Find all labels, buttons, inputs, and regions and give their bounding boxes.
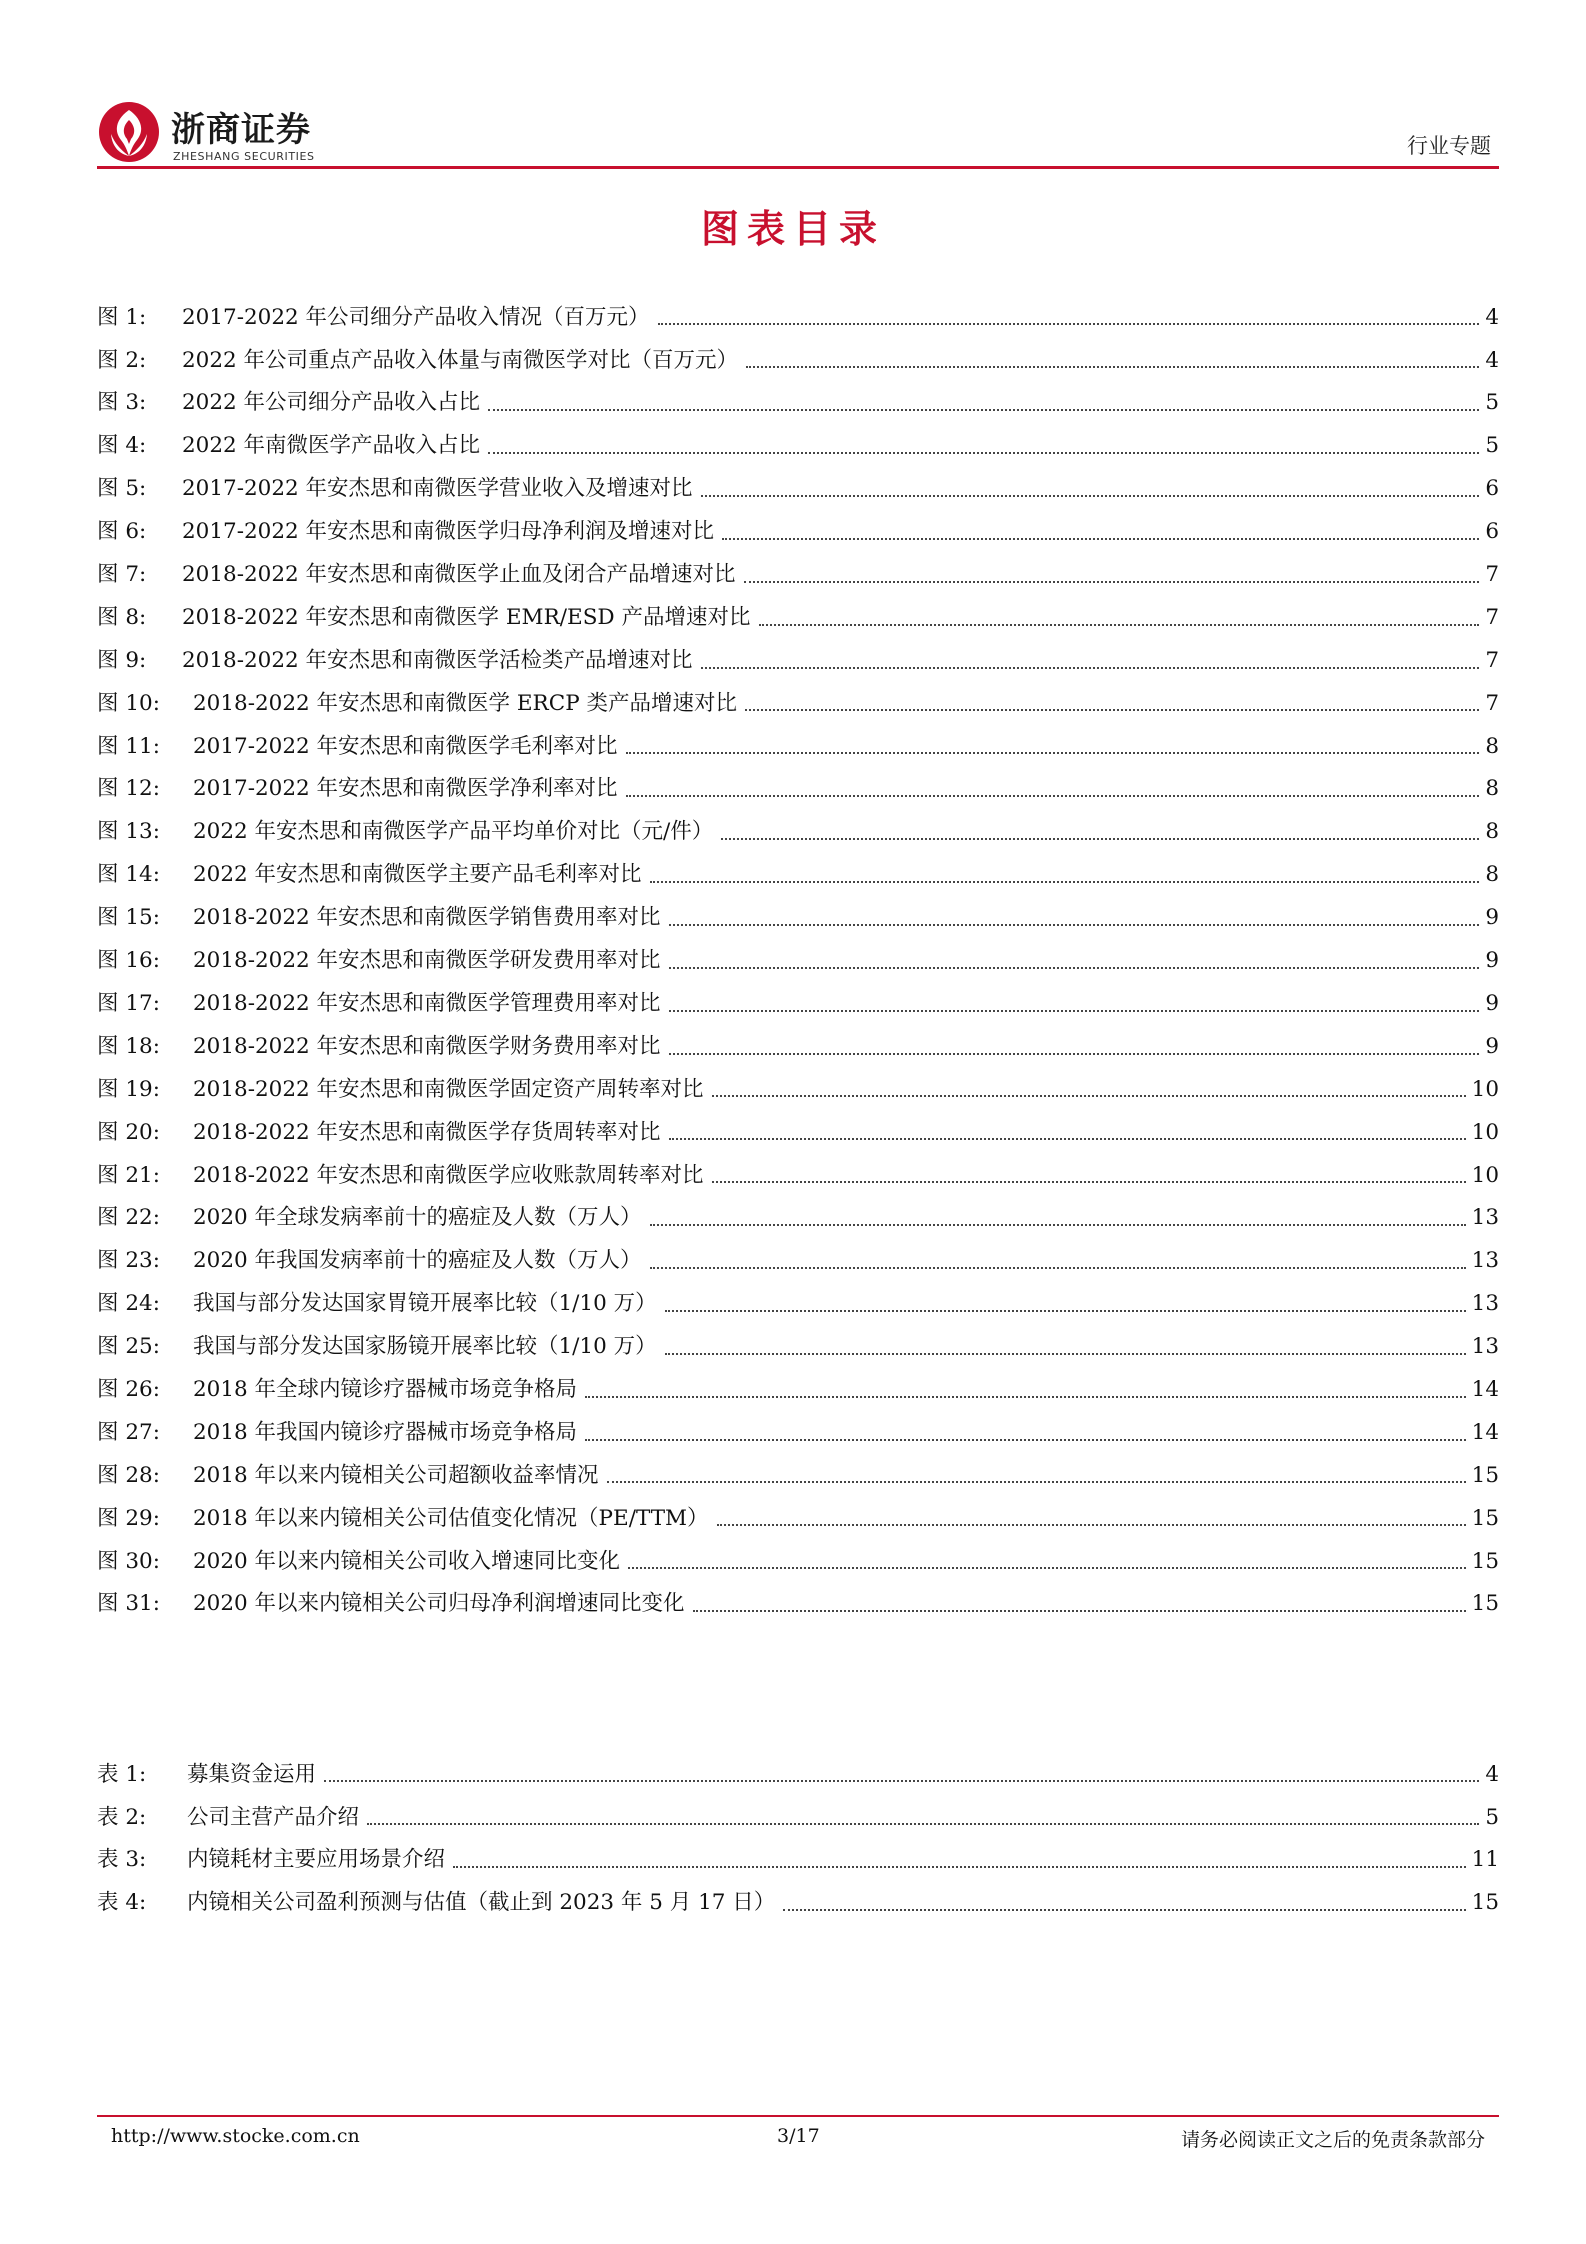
figure-entry-page-number: 15	[1471, 1505, 1499, 1531]
figure-entry-title: 2020 年以来内镜相关公司收入增速同比变化	[193, 1548, 621, 1574]
figure-entry-title: 2018-2022 年安杰思和南微医学固定资产周转率对比	[193, 1076, 704, 1102]
figure-entry[interactable]	[97, 639, 1499, 682]
dot-leader	[669, 1010, 1480, 1012]
figure-entry-label: 图 24:	[97, 1291, 160, 1317]
figure-entry-page-number: 8	[1485, 862, 1499, 888]
figure-entry[interactable]	[97, 1240, 1499, 1283]
dot-leader	[712, 1181, 1466, 1183]
dot-leader	[650, 1267, 1466, 1269]
table-entry[interactable]	[97, 1882, 1499, 1925]
figure-entry[interactable]	[97, 1454, 1499, 1497]
dot-leader	[626, 795, 1480, 797]
table-entry-page-number: 5	[1485, 1804, 1499, 1830]
dot-leader	[650, 881, 1480, 883]
figure-entry-title: 2022 年安杰思和南微医学主要产品毛利率对比	[193, 862, 642, 888]
figure-entry-title: 2017-2022 年公司细分产品收入情况（百万元）	[182, 304, 650, 330]
figure-entry-label: 图 19:	[97, 1076, 160, 1102]
figure-entry-page-number: 10	[1471, 1162, 1499, 1188]
figure-entry[interactable]	[97, 468, 1499, 511]
figure-entry[interactable]	[97, 682, 1499, 725]
figure-entry-page-number: 10	[1471, 1076, 1499, 1102]
figure-entry[interactable]	[97, 553, 1499, 596]
table-entry-title: 公司主营产品介绍	[187, 1804, 360, 1830]
figure-entry[interactable]	[97, 768, 1499, 811]
logo-mark-icon	[97, 100, 161, 164]
figure-entry[interactable]	[97, 1111, 1499, 1154]
figure-entry-title: 2018 年以来内镜相关公司估值变化情况（PE/TTM）	[193, 1505, 709, 1531]
dot-leader	[722, 538, 1479, 540]
figure-entry-title: 2018-2022 年安杰思和南微医学研发费用率对比	[193, 948, 661, 974]
dot-leader	[717, 1524, 1466, 1526]
dot-leader	[650, 1224, 1466, 1226]
dot-leader	[669, 924, 1480, 926]
dot-leader	[658, 323, 1480, 325]
dot-leader	[585, 1396, 1466, 1398]
table-entry-page-number: 15	[1471, 1890, 1499, 1916]
figure-entry[interactable]	[97, 811, 1499, 854]
figure-entry-label: 图 20:	[97, 1119, 160, 1145]
dot-leader	[712, 1095, 1466, 1097]
figure-entry-label: 图 29:	[97, 1505, 160, 1531]
dot-leader	[693, 1610, 1466, 1612]
dot-leader	[488, 409, 1479, 411]
dot-leader	[488, 452, 1479, 454]
table-list	[97, 1753, 1499, 1925]
dot-leader	[665, 1310, 1466, 1312]
table-entry-title: 募集资金运用	[187, 1761, 317, 1787]
dot-leader	[367, 1823, 1479, 1825]
figure-entry-page-number: 15	[1471, 1462, 1499, 1488]
figure-entry-page-number: 9	[1485, 905, 1499, 931]
figure-entry-label: 图 30:	[97, 1548, 160, 1574]
figure-entry-title: 2022 年公司重点产品收入体量与南微医学对比（百万元）	[182, 347, 739, 373]
figure-entry[interactable]	[97, 382, 1499, 425]
dot-leader	[669, 1053, 1480, 1055]
figure-entry[interactable]	[97, 982, 1499, 1025]
figure-entry-label: 图 12:	[97, 776, 160, 802]
figure-entry-label: 图 27:	[97, 1419, 160, 1445]
figure-entry-label: 图 2:	[97, 347, 147, 373]
figure-entry-title: 我国与部分发达国家胃镜开展率比较（1/10 万）	[193, 1291, 657, 1317]
figure-entry-title: 我国与部分发达国家肠镜开展率比较（1/10 万）	[193, 1334, 657, 1360]
figure-entry[interactable]	[97, 1583, 1499, 1626]
figure-entry-label: 图 8:	[97, 604, 147, 630]
dot-leader	[626, 752, 1480, 754]
figure-entry-label: 图 31:	[97, 1591, 160, 1617]
table-entry-label: 表 3:	[97, 1847, 147, 1873]
figure-entry-label: 图 6:	[97, 519, 147, 545]
table-entry-label: 表 1:	[97, 1761, 147, 1787]
dot-leader	[701, 667, 1480, 669]
figure-list	[97, 296, 1499, 1626]
figure-entry-page-number: 10	[1471, 1119, 1499, 1145]
figure-entry-page-number: 7	[1485, 647, 1499, 673]
figure-entry[interactable]	[97, 1540, 1499, 1583]
dot-leader	[701, 495, 1480, 497]
dot-leader	[783, 1909, 1465, 1911]
figure-entry-title: 2018 年全球内镜诊疗器械市场竞争格局	[193, 1376, 578, 1402]
dot-leader	[324, 1780, 1479, 1782]
figure-entry-label: 图 14:	[97, 862, 160, 888]
figure-entry-title: 2020 年我国发病率前十的癌症及人数（万人）	[193, 1248, 642, 1274]
figure-entry[interactable]	[97, 939, 1499, 982]
figure-entry[interactable]	[97, 296, 1499, 339]
figure-entry-title: 2018 年我国内镜诊疗器械市场竞争格局	[193, 1419, 578, 1445]
figure-entry-title: 2018-2022 年安杰思和南微医学销售费用率对比	[193, 905, 661, 931]
figure-entry-title: 2022 年安杰思和南微医学产品平均单价对比（元/件）	[193, 819, 714, 845]
figure-entry-page-number: 6	[1485, 519, 1499, 545]
figure-entry[interactable]	[97, 425, 1499, 468]
figure-entry-page-number: 5	[1485, 390, 1499, 416]
figure-entry[interactable]	[97, 854, 1499, 897]
figure-entry-page-number: 4	[1485, 347, 1499, 373]
figure-entry[interactable]	[97, 1411, 1499, 1454]
figure-entry[interactable]	[97, 1154, 1499, 1197]
figure-entry-label: 图 13:	[97, 819, 160, 845]
dot-leader	[628, 1567, 1466, 1569]
dot-leader	[669, 1138, 1466, 1140]
table-entry-label: 表 2:	[97, 1804, 147, 1830]
figure-entry-page-number: 9	[1485, 990, 1499, 1016]
figure-entry-label: 图 25:	[97, 1334, 160, 1360]
figure-entry-title: 2018-2022 年安杰思和南微医学存货周转率对比	[193, 1119, 661, 1145]
figure-entry-title: 2018-2022 年安杰思和南微医学管理费用率对比	[193, 990, 661, 1016]
company-logo	[97, 100, 437, 168]
report-type-label: 行业专题	[1407, 134, 1491, 158]
figure-entry-page-number: 14	[1471, 1376, 1499, 1402]
figure-entry[interactable]	[97, 725, 1499, 768]
figure-entry-label: 图 10:	[97, 690, 160, 716]
figure-entry-page-number: 9	[1485, 948, 1499, 974]
dot-leader	[744, 581, 1480, 583]
figure-entry-title: 2018-2022 年安杰思和南微医学活检类产品增速对比	[182, 647, 693, 673]
disclaimer-note: 请务必阅读正文之后的免责条款部分	[1180, 2129, 1485, 2151]
dot-leader	[665, 1353, 1466, 1355]
figure-entry-page-number: 13	[1471, 1291, 1499, 1317]
dot-leader	[759, 624, 1480, 626]
dot-leader	[721, 838, 1479, 840]
figure-entry-title: 2018-2022 年安杰思和南微医学 EMR/ESD 产品增速对比	[182, 604, 751, 630]
header-divider	[97, 166, 1499, 169]
figure-entry-label: 图 5:	[97, 476, 147, 502]
figure-entry-title: 2017-2022 年安杰思和南微医学毛利率对比	[193, 733, 618, 759]
figure-entry-label: 图 3:	[97, 390, 147, 416]
figure-entry-label: 图 1:	[97, 304, 147, 330]
figure-entry-page-number: 4	[1485, 304, 1499, 330]
table-entry[interactable]	[97, 1839, 1499, 1882]
dot-leader	[453, 1866, 1466, 1868]
figure-entry-label: 图 15:	[97, 905, 160, 931]
figure-entry[interactable]	[97, 596, 1499, 639]
figure-entry-page-number: 7	[1485, 690, 1499, 716]
figure-entry-page-number: 14	[1471, 1419, 1499, 1445]
figure-entry-title: 2017-2022 年安杰思和南微医学净利率对比	[193, 776, 618, 802]
figure-entry-label: 图 9:	[97, 647, 147, 673]
figure-entry-page-number: 5	[1485, 433, 1499, 459]
figure-entry-page-number: 8	[1485, 733, 1499, 759]
figure-entry-page-number: 8	[1485, 819, 1499, 845]
table-entry-label: 表 4:	[97, 1890, 147, 1916]
figure-entry-label: 图 28:	[97, 1462, 160, 1488]
figure-entry[interactable]	[97, 1068, 1499, 1111]
figure-entry-title: 2018-2022 年安杰思和南微医学应收账款周转率对比	[193, 1162, 704, 1188]
dot-leader	[745, 709, 1479, 711]
figure-entry[interactable]	[97, 1197, 1499, 1240]
figure-entry-page-number: 9	[1485, 1033, 1499, 1059]
table-entry-page-number: 11	[1471, 1847, 1499, 1873]
dot-leader	[607, 1481, 1466, 1483]
table-entry-title: 内镜相关公司盈利预测与估值（截止到 2023 年 5 月 17 日）	[187, 1890, 776, 1916]
website-link[interactable]: http://www.stocke.com.cn	[111, 2125, 360, 2147]
figure-entry-label: 图 16:	[97, 948, 160, 974]
figure-entry-label: 图 23:	[97, 1248, 160, 1274]
figure-entry-page-number: 7	[1485, 604, 1499, 630]
figure-entry[interactable]	[97, 1325, 1499, 1368]
table-entry-title: 内镜耗材主要应用场景介绍	[187, 1847, 446, 1873]
figure-entry[interactable]	[97, 1282, 1499, 1325]
dot-leader	[585, 1439, 1466, 1441]
figure-entry-page-number: 13	[1471, 1334, 1499, 1360]
figure-entry-label: 图 17:	[97, 990, 160, 1016]
figure-entry[interactable]	[97, 510, 1499, 553]
figure-entry-title: 2017-2022 年安杰思和南微医学营业收入及增速对比	[182, 476, 693, 502]
figure-entry-label: 图 18:	[97, 1033, 160, 1059]
dot-leader	[669, 967, 1480, 969]
figure-entry-title: 2017-2022 年安杰思和南微医学归母净利润及增速对比	[182, 519, 715, 545]
dot-leader	[746, 366, 1479, 368]
figure-entry-label: 图 22:	[97, 1205, 160, 1231]
figure-entry-title: 2018-2022 年安杰思和南微医学止血及闭合产品增速对比	[182, 562, 736, 588]
figure-entry-page-number: 13	[1471, 1205, 1499, 1231]
figure-entry-title: 2022 年南微医学产品收入占比	[182, 433, 481, 459]
figure-entry-label: 图 7:	[97, 562, 147, 588]
logo-chinese-name: 浙商证券	[171, 110, 311, 150]
figure-entry-title: 2020 年以来内镜相关公司归母净利润增速同比变化	[193, 1591, 685, 1617]
figure-entry-page-number: 15	[1471, 1591, 1499, 1617]
figure-entry[interactable]	[97, 1025, 1499, 1068]
page-header	[97, 96, 1499, 170]
figure-entry-page-number: 13	[1471, 1248, 1499, 1274]
figure-entry[interactable]	[97, 339, 1499, 382]
figure-entry-label: 图 21:	[97, 1162, 160, 1188]
figure-entry-label: 图 11:	[97, 733, 160, 759]
figure-entry-label: 图 4:	[97, 433, 147, 459]
figure-entry-title: 2018-2022 年安杰思和南微医学财务费用率对比	[193, 1033, 661, 1059]
figure-entry-page-number: 7	[1485, 562, 1499, 588]
figure-entry-page-number: 6	[1485, 476, 1499, 502]
figure-entry-page-number: 8	[1485, 776, 1499, 802]
footer-divider	[97, 2115, 1499, 2117]
figure-entry[interactable]	[97, 896, 1499, 939]
figure-entry-title: 2018 年以来内镜相关公司超额收益率情况	[193, 1462, 599, 1488]
table-entry-page-number: 4	[1485, 1761, 1499, 1787]
page-number: 3/17	[777, 2125, 820, 2147]
figure-entry-title: 2022 年公司细分产品收入占比	[182, 390, 481, 416]
figure-entry[interactable]	[97, 1497, 1499, 1540]
page-title: 图表目录	[700, 206, 885, 251]
figure-entry-title: 2018-2022 年安杰思和南微医学 ERCP 类产品增速对比	[193, 690, 737, 716]
figure-entry-title: 2020 年全球发病率前十的癌症及人数（万人）	[193, 1205, 642, 1231]
logo-english-name: ZHESHANG SECURITIES	[173, 150, 315, 163]
figure-entry-label: 图 26:	[97, 1376, 160, 1402]
figure-entry-page-number: 15	[1471, 1548, 1499, 1574]
table-entry[interactable]	[97, 1796, 1499, 1839]
table-entry[interactable]	[97, 1753, 1499, 1796]
figure-entry[interactable]	[97, 1368, 1499, 1411]
